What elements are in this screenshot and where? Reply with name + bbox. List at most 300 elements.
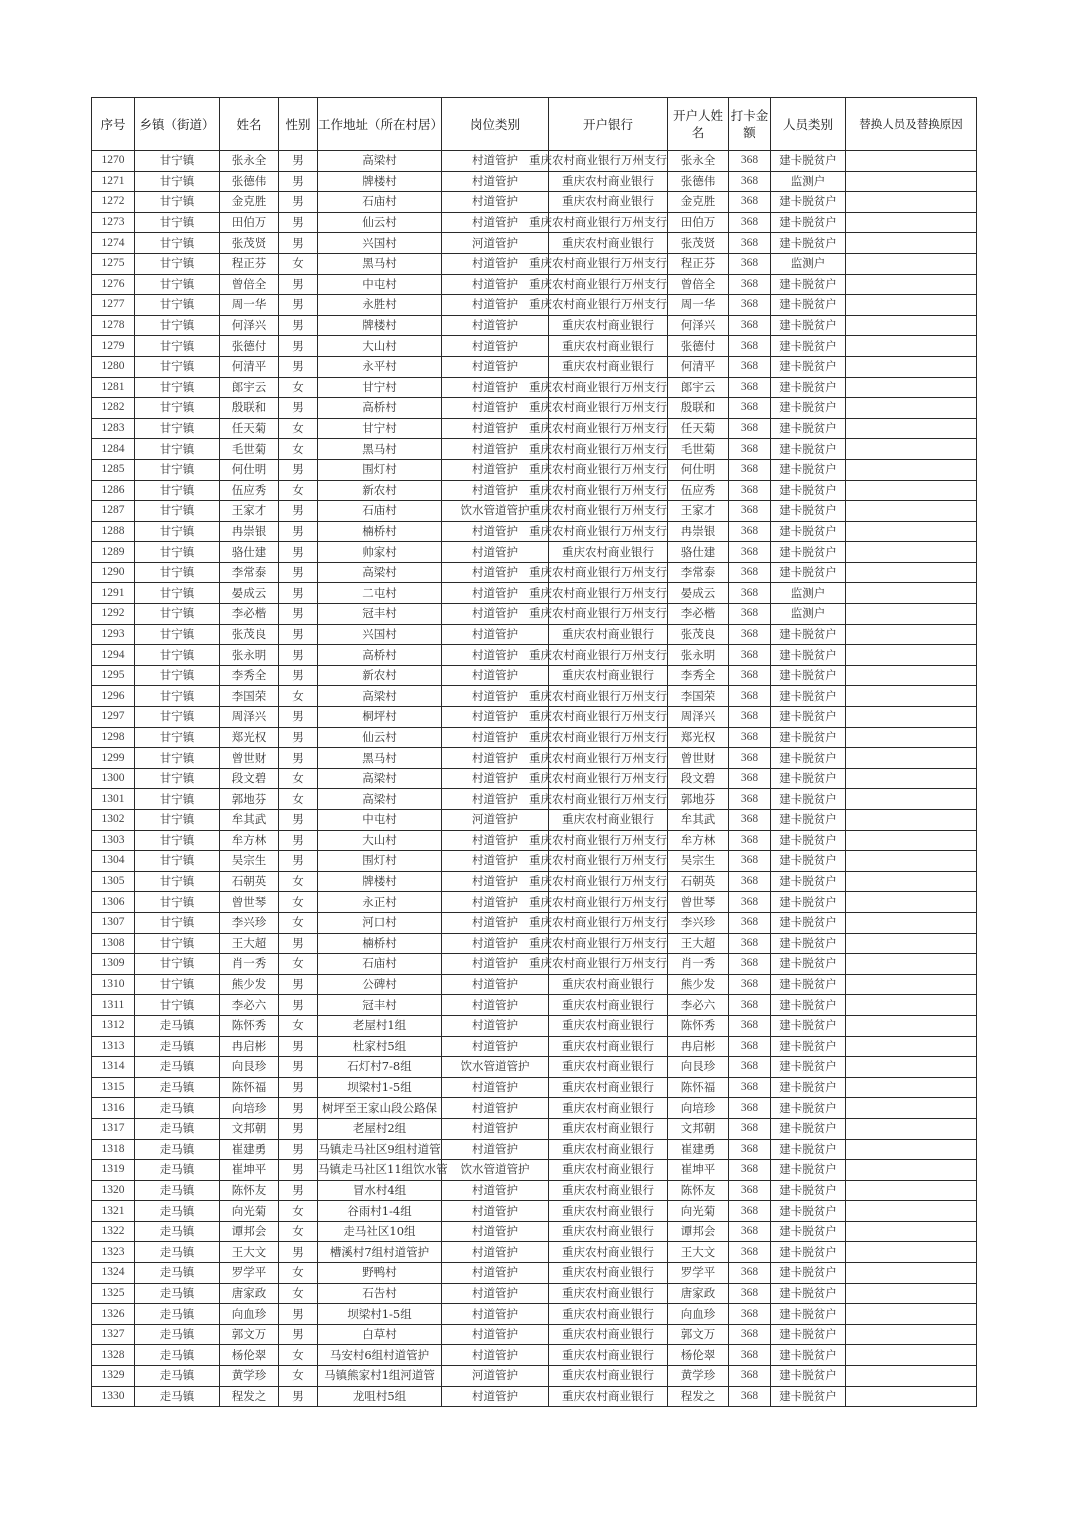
- cell-bank: 重庆农村商业银行万州支行: [549, 521, 668, 542]
- cell-amount: 368: [729, 624, 771, 645]
- cell-person-category: 建卡脱贫户: [771, 1304, 846, 1325]
- cell-index: 1310: [92, 974, 135, 995]
- table-row: [92, 480, 977, 501]
- cell-account-holder: 何仕明: [668, 459, 729, 480]
- cell-work-address: 马镇熊家村1组河道管: [318, 1366, 442, 1387]
- cell-person-category: 建卡脱贫户: [771, 1098, 846, 1119]
- table-row: [92, 336, 977, 357]
- header-amount: 打卡金额: [729, 98, 771, 151]
- cell-person-category: 建卡脱贫户: [771, 1057, 846, 1078]
- cell-work-address: 牌楼村: [318, 315, 442, 336]
- cell-work-address: 牌楼村: [318, 871, 442, 892]
- cell-person-category: 建卡脱贫户: [771, 418, 846, 439]
- table-row: [92, 1180, 977, 1201]
- cell-work-address: 永胜村: [318, 295, 442, 316]
- cell-work-address: 冠丰村: [318, 604, 442, 625]
- cell-name: 牟其武: [220, 810, 279, 831]
- cell-post-type: 村道管护: [442, 974, 549, 995]
- cell-bank: 重庆农村商业银行万州支行: [549, 954, 668, 975]
- cell-bank: 重庆农村商业银行: [549, 665, 668, 686]
- cell-work-address: 永正村: [318, 892, 442, 913]
- cell-account-holder: 冉崇银: [668, 521, 729, 542]
- cell-name: 田伯万: [220, 212, 279, 233]
- cell-name: 熊少发: [220, 974, 279, 995]
- table-row: [92, 1139, 977, 1160]
- cell-bank: 重庆农村商业银行: [549, 1366, 668, 1387]
- cell-township: 甘宁镇: [135, 583, 220, 604]
- cell-amount: 368: [729, 356, 771, 377]
- cell-person-category: 建卡脱贫户: [771, 789, 846, 810]
- cell-gender: 男: [279, 192, 318, 213]
- cell-replacement: [846, 1057, 977, 1078]
- table-row: [92, 583, 977, 604]
- cell-gender: 女: [279, 253, 318, 274]
- table-row: [92, 1221, 977, 1242]
- cell-work-address: 高梁村: [318, 562, 442, 583]
- cell-person-category: 建卡脱贫户: [771, 562, 846, 583]
- cell-replacement: [846, 562, 977, 583]
- cell-post-type: 村道管护: [442, 892, 549, 913]
- cell-replacement: [846, 171, 977, 192]
- cell-work-address: 杜家村5组: [318, 1036, 442, 1057]
- cell-work-address: 仙云村: [318, 727, 442, 748]
- table-row: [92, 377, 977, 398]
- cell-bank: 重庆农村商业银行万州支行: [549, 439, 668, 460]
- cell-amount: 368: [729, 1366, 771, 1387]
- cell-gender: 男: [279, 233, 318, 254]
- cell-name: 黄学珍: [220, 1366, 279, 1387]
- cell-index: 1292: [92, 604, 135, 625]
- cell-gender: 男: [279, 274, 318, 295]
- cell-gender: 女: [279, 871, 318, 892]
- cell-person-category: 建卡脱贫户: [771, 1160, 846, 1181]
- cell-amount: 368: [729, 583, 771, 604]
- cell-gender: 男: [279, 1077, 318, 1098]
- cell-replacement: [846, 1221, 977, 1242]
- cell-index: 1309: [92, 954, 135, 975]
- cell-replacement: [846, 1180, 977, 1201]
- cell-account-holder: 陈怀友: [668, 1180, 729, 1201]
- cell-post-type: 村道管护: [442, 727, 549, 748]
- cell-post-type: 村道管护: [442, 871, 549, 892]
- cell-amount: 368: [729, 192, 771, 213]
- cell-bank: 重庆农村商业银行: [549, 315, 668, 336]
- cell-township: 甘宁镇: [135, 356, 220, 377]
- cell-bank: 重庆农村商业银行: [549, 356, 668, 377]
- cell-replacement: [846, 974, 977, 995]
- table-row: [92, 562, 977, 583]
- cell-replacement: [846, 810, 977, 831]
- cell-township: 甘宁镇: [135, 459, 220, 480]
- cell-bank: 重庆农村商业银行: [549, 1036, 668, 1057]
- cell-gender: 男: [279, 583, 318, 604]
- cell-work-address: 仙云村: [318, 212, 442, 233]
- cell-post-type: 村道管护: [442, 1242, 549, 1263]
- cell-work-address: 树坪至王家山段公路保: [318, 1098, 442, 1119]
- cell-index: 1323: [92, 1242, 135, 1263]
- cell-index: 1293: [92, 624, 135, 645]
- cell-amount: 368: [729, 418, 771, 439]
- cell-gender: 女: [279, 1263, 318, 1284]
- cell-township: 甘宁镇: [135, 851, 220, 872]
- cell-account-holder: 牟方林: [668, 830, 729, 851]
- cell-replacement: [846, 1366, 977, 1387]
- cell-bank: 重庆农村商业银行万州支行: [549, 727, 668, 748]
- cell-account-holder: 李国荣: [668, 686, 729, 707]
- cell-bank: 重庆农村商业银行: [549, 1180, 668, 1201]
- cell-township: 走马镇: [135, 1180, 220, 1201]
- cell-bank: 重庆农村商业银行万州支行: [549, 871, 668, 892]
- cell-amount: 368: [729, 212, 771, 233]
- cell-gender: 男: [279, 1160, 318, 1181]
- cell-replacement: [846, 480, 977, 501]
- cell-index: 1281: [92, 377, 135, 398]
- cell-township: 走马镇: [135, 1221, 220, 1242]
- cell-township: 甘宁镇: [135, 171, 220, 192]
- cell-person-category: 建卡脱贫户: [771, 212, 846, 233]
- cell-index: 1325: [92, 1283, 135, 1304]
- cell-township: 走马镇: [135, 1324, 220, 1345]
- cell-name: 李秀全: [220, 665, 279, 686]
- cell-work-address: 兴国村: [318, 233, 442, 254]
- cell-index: 1273: [92, 212, 135, 233]
- cell-post-type: 村道管护: [442, 480, 549, 501]
- cell-name: 罗学平: [220, 1263, 279, 1284]
- cell-name: 段文碧: [220, 768, 279, 789]
- header-township: 乡镇（街道）: [135, 98, 220, 151]
- cell-township: 走马镇: [135, 1057, 220, 1078]
- cell-name: 向血珍: [220, 1304, 279, 1325]
- cell-bank: 重庆农村商业银行: [549, 1283, 668, 1304]
- cell-township: 甘宁镇: [135, 233, 220, 254]
- cell-amount: 368: [729, 1263, 771, 1284]
- cell-person-category: 建卡脱贫户: [771, 1118, 846, 1139]
- cell-replacement: [846, 604, 977, 625]
- cell-amount: 368: [729, 1324, 771, 1345]
- cell-replacement: [846, 233, 977, 254]
- cell-work-address: 围灯村: [318, 459, 442, 480]
- cell-replacement: [846, 1077, 977, 1098]
- cell-township: 甘宁镇: [135, 686, 220, 707]
- cell-index: 1308: [92, 933, 135, 954]
- cell-amount: 368: [729, 1077, 771, 1098]
- cell-amount: 368: [729, 171, 771, 192]
- cell-work-address: 兴国村: [318, 624, 442, 645]
- cell-post-type: 村道管护: [442, 562, 549, 583]
- cell-township: 甘宁镇: [135, 974, 220, 995]
- cell-work-address: 马镇走马社区9组村道管: [318, 1139, 442, 1160]
- cell-bank: 重庆农村商业银行: [549, 1304, 668, 1325]
- cell-amount: 368: [729, 665, 771, 686]
- cell-gender: 男: [279, 665, 318, 686]
- cell-work-address: 石庙村: [318, 192, 442, 213]
- cell-replacement: [846, 439, 977, 460]
- cell-name: 程发之: [220, 1386, 279, 1407]
- cell-person-category: 建卡脱贫户: [771, 933, 846, 954]
- cell-post-type: 村道管护: [442, 954, 549, 975]
- cell-township: 走马镇: [135, 1283, 220, 1304]
- cell-account-holder: 郑光权: [668, 727, 729, 748]
- cell-amount: 368: [729, 645, 771, 666]
- cell-index: 1288: [92, 521, 135, 542]
- cell-gender: 男: [279, 1118, 318, 1139]
- cell-replacement: [846, 645, 977, 666]
- cell-account-holder: 石朝英: [668, 871, 729, 892]
- table-row: [92, 253, 977, 274]
- cell-work-address: 马镇走马社区11组饮水管: [318, 1160, 442, 1181]
- cell-account-holder: 李秀全: [668, 665, 729, 686]
- cell-index: 1300: [92, 768, 135, 789]
- cell-work-address: 高梁村: [318, 789, 442, 810]
- cell-replacement: [846, 253, 977, 274]
- cell-index: 1311: [92, 995, 135, 1016]
- cell-gender: 男: [279, 645, 318, 666]
- cell-post-type: 村道管护: [442, 768, 549, 789]
- cell-post-type: 饮水管道管护: [442, 1057, 549, 1078]
- cell-index: 1291: [92, 583, 135, 604]
- cell-work-address: 石告村: [318, 1283, 442, 1304]
- cell-name: 任天菊: [220, 418, 279, 439]
- cell-replacement: [846, 1015, 977, 1036]
- cell-township: 甘宁镇: [135, 377, 220, 398]
- cell-post-type: 村道管护: [442, 748, 549, 769]
- cell-name: 杨伦翠: [220, 1345, 279, 1366]
- cell-post-type: 村道管护: [442, 542, 549, 563]
- cell-township: 甘宁镇: [135, 665, 220, 686]
- cell-gender: 女: [279, 1345, 318, 1366]
- cell-index: 1287: [92, 501, 135, 522]
- table-row: [92, 727, 977, 748]
- cell-account-holder: 程发之: [668, 1386, 729, 1407]
- cell-name: 张永明: [220, 645, 279, 666]
- cell-name: 李常泰: [220, 562, 279, 583]
- cell-amount: 368: [729, 686, 771, 707]
- cell-name: 郑光权: [220, 727, 279, 748]
- cell-gender: 男: [279, 1386, 318, 1407]
- cell-amount: 368: [729, 253, 771, 274]
- table-row: [92, 748, 977, 769]
- cell-person-category: 建卡脱贫户: [771, 274, 846, 295]
- cell-bank: 重庆农村商业银行: [549, 1118, 668, 1139]
- cell-person-category: 建卡脱贫户: [771, 871, 846, 892]
- cell-bank: 重庆农村商业银行: [549, 336, 668, 357]
- cell-account-holder: 张德伟: [668, 171, 729, 192]
- cell-township: 走马镇: [135, 1242, 220, 1263]
- cell-post-type: 村道管护: [442, 933, 549, 954]
- cell-gender: 女: [279, 1015, 318, 1036]
- table-row: [92, 604, 977, 625]
- cell-name: 王大超: [220, 933, 279, 954]
- cell-township: 甘宁镇: [135, 151, 220, 172]
- table-row: [92, 995, 977, 1016]
- cell-name: 张永全: [220, 151, 279, 172]
- cell-bank: 重庆农村商业银行: [549, 1098, 668, 1119]
- cell-replacement: [846, 1036, 977, 1057]
- cell-index: 1275: [92, 253, 135, 274]
- table-row: [92, 501, 977, 522]
- cell-township: 走马镇: [135, 1036, 220, 1057]
- cell-gender: 男: [279, 315, 318, 336]
- cell-name: 崔坤平: [220, 1160, 279, 1181]
- cell-replacement: [846, 521, 977, 542]
- cell-post-type: 饮水管道管护: [442, 501, 549, 522]
- cell-township: 甘宁镇: [135, 521, 220, 542]
- cell-name: 张德伟: [220, 171, 279, 192]
- cell-person-category: 建卡脱贫户: [771, 459, 846, 480]
- cell-work-address: 牌楼村: [318, 171, 442, 192]
- cell-township: 甘宁镇: [135, 624, 220, 645]
- header-replacement: 替换人员及替换原因: [846, 98, 977, 151]
- cell-person-category: 建卡脱贫户: [771, 995, 846, 1016]
- cell-account-holder: 张德付: [668, 336, 729, 357]
- cell-name: 向光菊: [220, 1201, 279, 1222]
- cell-post-type: 村道管护: [442, 1263, 549, 1284]
- cell-amount: 368: [729, 604, 771, 625]
- cell-post-type: 村道管护: [442, 830, 549, 851]
- cell-index: 1297: [92, 707, 135, 728]
- cell-amount: 368: [729, 315, 771, 336]
- cell-index: 1280: [92, 356, 135, 377]
- cell-gender: 女: [279, 1283, 318, 1304]
- cell-person-category: 建卡脱贫户: [771, 1242, 846, 1263]
- cell-gender: 男: [279, 1057, 318, 1078]
- table-row: [92, 810, 977, 831]
- cell-bank: 重庆农村商业银行: [549, 1263, 668, 1284]
- cell-person-category: 监测户: [771, 604, 846, 625]
- cell-work-address: 新农村: [318, 480, 442, 501]
- cell-account-holder: 李必六: [668, 995, 729, 1016]
- cell-account-holder: 熊少发: [668, 974, 729, 995]
- cell-person-category: 建卡脱贫户: [771, 1345, 846, 1366]
- table-row: [92, 542, 977, 563]
- table-row: [92, 1036, 977, 1057]
- table-row: [92, 871, 977, 892]
- cell-account-holder: 张茂良: [668, 624, 729, 645]
- cell-person-category: 建卡脱贫户: [771, 665, 846, 686]
- table-row: [92, 233, 977, 254]
- cell-post-type: 村道管护: [442, 1139, 549, 1160]
- cell-person-category: 建卡脱贫户: [771, 336, 846, 357]
- cell-replacement: [846, 1098, 977, 1119]
- cell-person-category: 建卡脱贫户: [771, 542, 846, 563]
- cell-township: 走马镇: [135, 1366, 220, 1387]
- cell-post-type: 村道管护: [442, 377, 549, 398]
- cell-account-holder: 崔建勇: [668, 1139, 729, 1160]
- table-row: [92, 768, 977, 789]
- cell-index: 1307: [92, 912, 135, 933]
- cell-post-type: 村道管护: [442, 707, 549, 728]
- table-row: [92, 151, 977, 172]
- cell-post-type: 村道管护: [442, 912, 549, 933]
- cell-post-type: 村道管护: [442, 583, 549, 604]
- cell-amount: 368: [729, 1386, 771, 1407]
- cell-account-holder: 陈怀秀: [668, 1015, 729, 1036]
- cell-index: 1318: [92, 1139, 135, 1160]
- header-name: 姓名: [220, 98, 279, 151]
- cell-work-address: 老屋村2组: [318, 1118, 442, 1139]
- cell-replacement: [846, 1160, 977, 1181]
- cell-replacement: [846, 1304, 977, 1325]
- cell-gender: 男: [279, 1139, 318, 1160]
- cell-gender: 男: [279, 851, 318, 872]
- cell-person-category: 建卡脱贫户: [771, 1015, 846, 1036]
- cell-post-type: 村道管护: [442, 1221, 549, 1242]
- cell-gender: 女: [279, 912, 318, 933]
- cell-account-holder: 吴宗生: [668, 851, 729, 872]
- cell-index: 1278: [92, 315, 135, 336]
- cell-replacement: [846, 830, 977, 851]
- cell-work-address: 永平村: [318, 356, 442, 377]
- cell-work-address: 走马社区10组: [318, 1221, 442, 1242]
- cell-amount: 368: [729, 1180, 771, 1201]
- cell-person-category: 建卡脱贫户: [771, 645, 846, 666]
- cell-name: 周一华: [220, 295, 279, 316]
- table-row: [92, 1098, 977, 1119]
- cell-name: 向艮珍: [220, 1057, 279, 1078]
- cell-work-address: 中屯村: [318, 274, 442, 295]
- cell-replacement: [846, 1118, 977, 1139]
- cell-township: 走马镇: [135, 1345, 220, 1366]
- cell-township: 走马镇: [135, 1304, 220, 1325]
- cell-index: 1322: [92, 1221, 135, 1242]
- cell-replacement: [846, 892, 977, 913]
- cell-person-category: 建卡脱贫户: [771, 315, 846, 336]
- cell-gender: 男: [279, 933, 318, 954]
- cell-post-type: 村道管护: [442, 1283, 549, 1304]
- cell-bank: 重庆农村商业银行万州支行: [549, 274, 668, 295]
- cell-bank: 重庆农村商业银行万州支行: [549, 604, 668, 625]
- cell-gender: 男: [279, 1180, 318, 1201]
- table-row: [92, 1015, 977, 1036]
- table-row: [92, 356, 977, 377]
- cell-work-address: 马安村6组村道管护: [318, 1345, 442, 1366]
- cell-work-address: 围灯村: [318, 851, 442, 872]
- cell-bank: 重庆农村商业银行万州支行: [549, 501, 668, 522]
- cell-post-type: 村道管护: [442, 274, 549, 295]
- cell-name: 李国荣: [220, 686, 279, 707]
- cell-gender: 男: [279, 810, 318, 831]
- cell-work-address: 龙咀村5组: [318, 1386, 442, 1407]
- cell-gender: 男: [279, 1304, 318, 1325]
- cell-account-holder: 周泽兴: [668, 707, 729, 728]
- cell-person-category: 建卡脱贫户: [771, 521, 846, 542]
- cell-name: 骆仕建: [220, 542, 279, 563]
- cell-replacement: [846, 542, 977, 563]
- cell-account-holder: 崔坤平: [668, 1160, 729, 1181]
- cell-post-type: 村道管护: [442, 1036, 549, 1057]
- cell-person-category: 建卡脱贫户: [771, 1201, 846, 1222]
- cell-bank: 重庆农村商业银行万州支行: [549, 253, 668, 274]
- cell-replacement: [846, 624, 977, 645]
- cell-post-type: 村道管护: [442, 336, 549, 357]
- cell-name: 向培珍: [220, 1098, 279, 1119]
- header-post-type: 岗位类别: [442, 98, 549, 151]
- table-row: [92, 212, 977, 233]
- cell-post-type: 村道管护: [442, 1386, 549, 1407]
- cell-replacement: [846, 1324, 977, 1345]
- cell-name: 石朝英: [220, 871, 279, 892]
- cell-bank: 重庆农村商业银行万州支行: [549, 459, 668, 480]
- cell-name: 王大文: [220, 1242, 279, 1263]
- cell-post-type: 村道管护: [442, 192, 549, 213]
- cell-person-category: 建卡脱贫户: [771, 954, 846, 975]
- cell-bank: 重庆农村商业银行: [549, 1221, 668, 1242]
- cell-bank: 重庆农村商业银行: [549, 974, 668, 995]
- cell-post-type: 村道管护: [442, 604, 549, 625]
- cell-name: 张茂良: [220, 624, 279, 645]
- cell-amount: 368: [729, 480, 771, 501]
- cell-township: 甘宁镇: [135, 810, 220, 831]
